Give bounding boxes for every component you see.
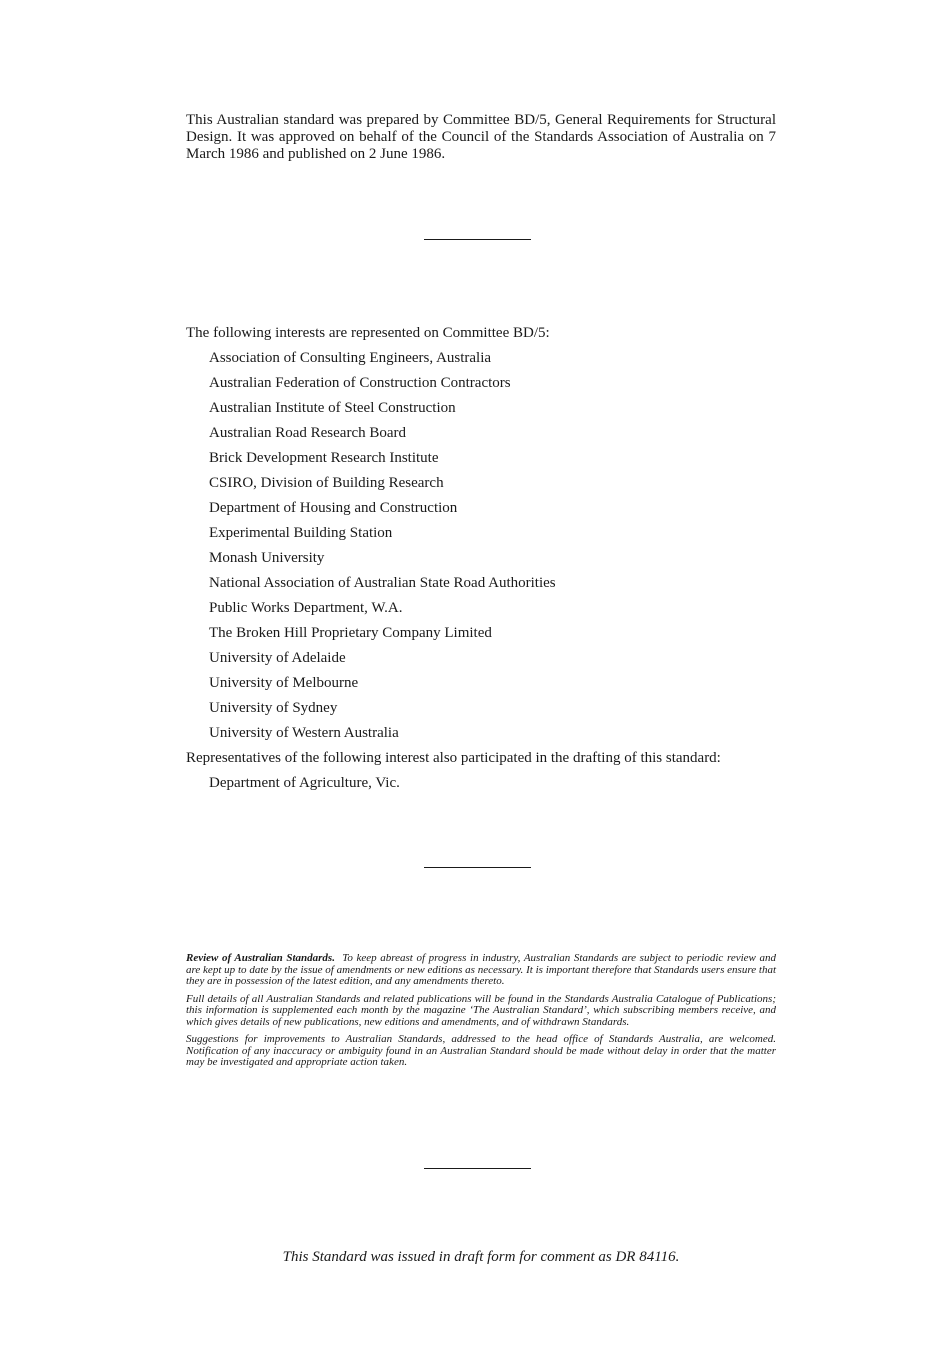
committee-member: Brick Development Research Institute [209, 450, 439, 466]
draft-note: This Standard was issued in draft form for comment as DR 84116. [282, 1249, 680, 1265]
approval-statement: This Australian standard was prepared by Committee BD/5, General Requirements for Structural Design. It was approved on behalf of the Council of the Standards Association of Australia on 7 March 1986 and published on 2 June 1986. [186, 112, 776, 162]
committee-member: University of Western Australia [209, 725, 399, 741]
committee-member: The Broken Hill Proprietary Company Limited [209, 625, 492, 641]
divider-rule-1 [424, 239, 531, 240]
committee-member: Australian Road Research Board [209, 425, 407, 441]
committee-member: National Association of Australian State Road Authorities [209, 575, 556, 591]
review-lead: Review of Australian Standards. [186, 952, 335, 964]
committee-member: Experimental Building Station [209, 525, 393, 541]
suggestions-paragraph: Suggestions for improvements to Australian Standards, addressed to the head office of Standards Australia, are welcomed. Notification of any inaccuracy or ambiguity found in an Australian Standard should be made without delay in order that the matter may be investigated and appropriate action taken. [186, 1033, 776, 1068]
review-text: To keep abreast of progress in industry, Australian Standards are subject to periodic review and are kept up to date by the issue of amendments or new editions as necessary. It is important therefore that Standards users ensure that they are in possession of the latest edition, and any amendments thereto. [186, 952, 776, 987]
committee-member: University of Sydney [209, 700, 338, 716]
review-notes [186, 953, 776, 1075]
committee-member: CSIRO, Division of Building Research [209, 475, 444, 491]
committee-member: Public Works Department, W.A. [209, 600, 403, 616]
committee-section [186, 323, 786, 798]
committee-member: University of Adelaide [209, 650, 346, 666]
catalogue-paragraph: Full details of all Australian Standards and related publications will be found in the Standards Australia Catalogue of Publications; this information is supplemented each month by the magazine ‘The Australian Standard’, which subscribing members receive, and which gives details of new publications, new editions and amendments, and of withdrawn Standards. [186, 992, 776, 1028]
committee-member: Association of Consulting Engineers, Australia [209, 350, 492, 366]
committee-member: Monash University [209, 550, 325, 566]
committee-member: University of Melbourne [209, 675, 359, 691]
committee-member: Australian Federation of Construction Contractors [209, 375, 511, 391]
other-participants-heading: Representatives of the following interest also participated in the drafting of this standard: [186, 750, 721, 766]
divider-rule-3 [424, 1168, 531, 1169]
divider-rule-2 [424, 867, 531, 868]
committee-member: Department of Housing and Construction [209, 500, 458, 516]
committee-member: Australian Institute of Steel Construction [209, 400, 456, 416]
other-participant: Department of Agriculture, Vic. [209, 775, 400, 791]
committee-heading: The following interests are represented on Committee BD/5: [186, 325, 550, 341]
review-paragraph [186, 953, 776, 988]
